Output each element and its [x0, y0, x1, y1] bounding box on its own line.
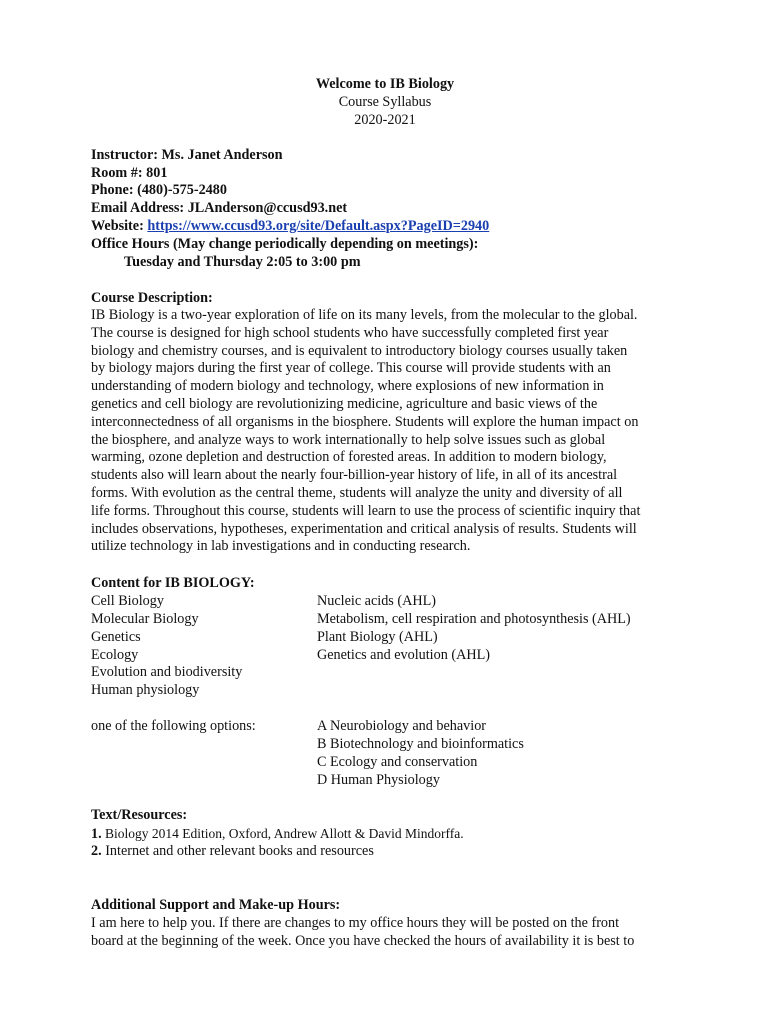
ahl-topic: Nucleic acids (AHL): [317, 593, 436, 609]
description-line: life forms. Throughout this course, students will learn to use the process of scientific inquiry that: [91, 502, 641, 519]
option-item: C Ecology and conservation: [317, 754, 478, 770]
description-line: biology and chemistry courses, and is equivalent to introductory biology courses usually taken: [91, 342, 628, 359]
options-label: one of the following options:: [91, 718, 256, 734]
description-line: utilize technology in lab investigations and in conducting research.: [91, 538, 471, 555]
core-topic: Cell Biology: [91, 593, 164, 609]
website-line: [91, 218, 489, 236]
support-line: I am here to help you. If there are changes to my office hours they will be posted on the front: [91, 915, 620, 931]
email-address: JLAnderson@ccusd93.net: [187, 200, 348, 216]
document-title: Welcome to IB Biology: [315, 76, 455, 92]
description-line: forms. With evolution as the central theme, students will analyze the unity and diversity of all: [91, 484, 623, 501]
description-line: The course is designed for high school students who have successfully completed first year: [91, 324, 609, 341]
resource-number: 2.: [91, 843, 102, 859]
resource-text: Biology 2014 Edition, Oxford, Andrew Allott & David Mindorffa.: [101, 826, 464, 841]
description-line: interconnectedness of all organisms in the biosphere. Students will explore the human impact on: [91, 413, 639, 430]
description-heading: Course Description:: [91, 290, 213, 306]
support-line: board at the beginning of the week. Once you have checked the hours of availability it is best to: [91, 933, 635, 949]
room-label: Room #:: [91, 165, 143, 181]
email-line: [91, 200, 347, 218]
resource-item: [91, 825, 464, 844]
core-topic: Genetics: [91, 629, 141, 645]
phone-line: [91, 182, 227, 200]
ahl-topic: Plant Biology (AHL): [317, 629, 438, 645]
ahl-topic: Genetics and evolution (AHL): [317, 647, 490, 663]
description-line: understanding of modern biology and technology, where explosions of new information in: [91, 378, 604, 395]
school-year: 2020-2021: [354, 112, 416, 128]
content-heading: Content for IB BIOLOGY:: [91, 575, 255, 591]
instructor-label: Instructor:: [91, 147, 158, 163]
description-line: students also will learn about the nearly four-billion-year history of life, in all of its ancestral: [91, 467, 618, 484]
resource-number: 1.: [91, 826, 102, 842]
ahl-topic: Metabolism, cell respiration and photosynthesis (AHL): [317, 611, 631, 627]
description-line: by biology majors during the first year of college. This course will provide students with an: [91, 360, 611, 377]
description-line: genetics and cell biology are revolutionizing medicine, agriculture and basic views of the: [91, 395, 598, 412]
core-topic: Ecology: [91, 647, 139, 663]
resources-heading: Text/Resources:: [91, 807, 188, 823]
core-topic: Human physiology: [91, 682, 200, 698]
website-link[interactable]: https://www.ccusd93.org/site/Default.aspx?PageID=2940: [147, 218, 490, 234]
option-item: A Neurobiology and behavior: [317, 718, 487, 734]
option-item: D Human Physiology: [317, 772, 440, 788]
resource-text: Internet and other relevant books and resources: [101, 843, 374, 859]
room-number: 801: [146, 165, 168, 181]
description-line: includes observations, hypotheses, experimentation and critical analysis of results. Students will: [91, 520, 637, 537]
office-hours-label: Office Hours (May change periodically depending on meetings):: [91, 236, 479, 252]
phone-number: (480)-575-2480: [137, 182, 227, 198]
description-line: the biosphere, and analyze ways to work internationally to help solve issues such as global: [91, 431, 606, 448]
email-label: Email Address:: [91, 200, 185, 216]
description-line: IB Biology is a two-year exploration of life on its many levels, from the molecular to the global.: [91, 307, 638, 323]
option-item: B Biotechnology and bioinformatics: [317, 736, 524, 752]
description-body: [91, 307, 681, 556]
instructor-line: [91, 147, 283, 165]
resource-item: [91, 843, 374, 861]
core-topic: Evolution and biodiversity: [91, 664, 243, 680]
room-line: [91, 165, 167, 183]
document-subtitle: Course Syllabus: [338, 94, 432, 110]
website-label: Website:: [91, 218, 144, 234]
instructor-name: Ms. Janet Anderson: [161, 147, 283, 163]
office-hours-times: Tuesday and Thursday 2:05 to 3:00 pm: [124, 254, 361, 270]
phone-label: Phone:: [91, 182, 134, 198]
support-heading: Additional Support and Make-up Hours:: [91, 897, 341, 913]
core-topic: Molecular Biology: [91, 611, 199, 627]
description-line: warming, ozone depletion and destruction of forested areas. In addition to modern biology,: [91, 449, 607, 466]
